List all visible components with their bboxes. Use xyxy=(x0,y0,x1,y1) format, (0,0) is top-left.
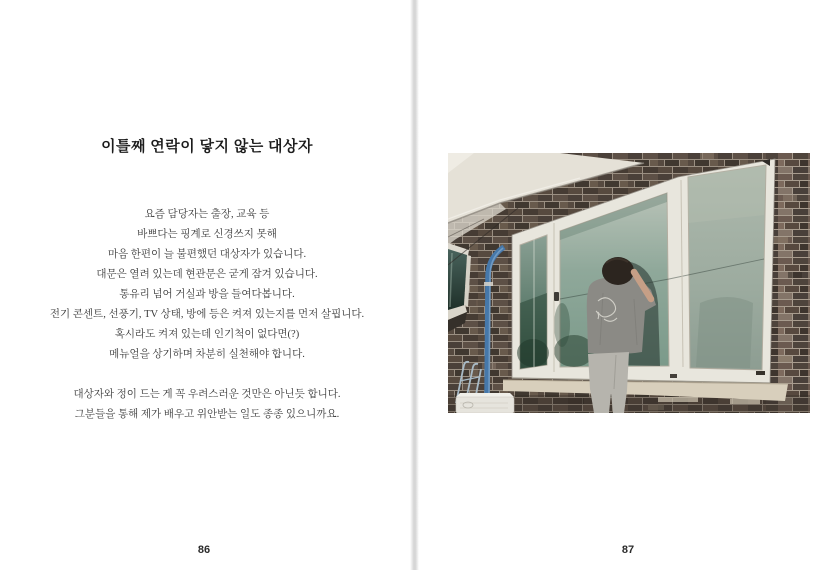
photo-illustration xyxy=(448,153,810,413)
body-line: 바쁘다는 핑계로 신경쓰지 못해 xyxy=(137,229,277,240)
body-line: 그분들을 통해 제가 배우고 위안받는 일도 종종 있으니까요. xyxy=(74,409,340,420)
body-line: 대문은 열려 있는데 현관문은 굳게 잠겨 있습니다. xyxy=(96,269,318,280)
photo xyxy=(448,153,810,413)
body-paragraph-1 xyxy=(7,205,407,365)
body-line: 대상자와 정이 드는 게 꼭 우려스러운 것만은 아닌듯 합니다. xyxy=(73,389,341,400)
body-line: 전기 콘센트, 선풍기, TV 상태, 방에 등은 켜져 있는지를 먼저 살핍니다. xyxy=(49,309,365,320)
body-line: 메뉴얼을 상기하며 차분히 실천해야 합니다. xyxy=(109,349,305,360)
window-latch xyxy=(554,292,559,301)
page-number-left: 86 xyxy=(197,544,211,556)
body-line: 통유리 넘어 거실과 방을 들여다봅니다. xyxy=(119,289,295,300)
page-gutter xyxy=(410,0,419,570)
person-pants xyxy=(588,352,629,413)
body-line: 요즘 담당자는 출장, 교육 등 xyxy=(144,209,270,220)
body-paragraph-2 xyxy=(7,385,407,425)
page-title: 이틀째 연락이 닿지 않는 대상자 xyxy=(101,139,313,155)
body-line: 혹시라도 켜져 있는데 인기척이 없다면(?) xyxy=(114,329,300,340)
body-line: 마음 한편이 늘 불편했던 대상자가 있습니다. xyxy=(107,249,307,260)
page-number-right: 87 xyxy=(621,544,635,556)
ac-unit xyxy=(456,393,514,413)
